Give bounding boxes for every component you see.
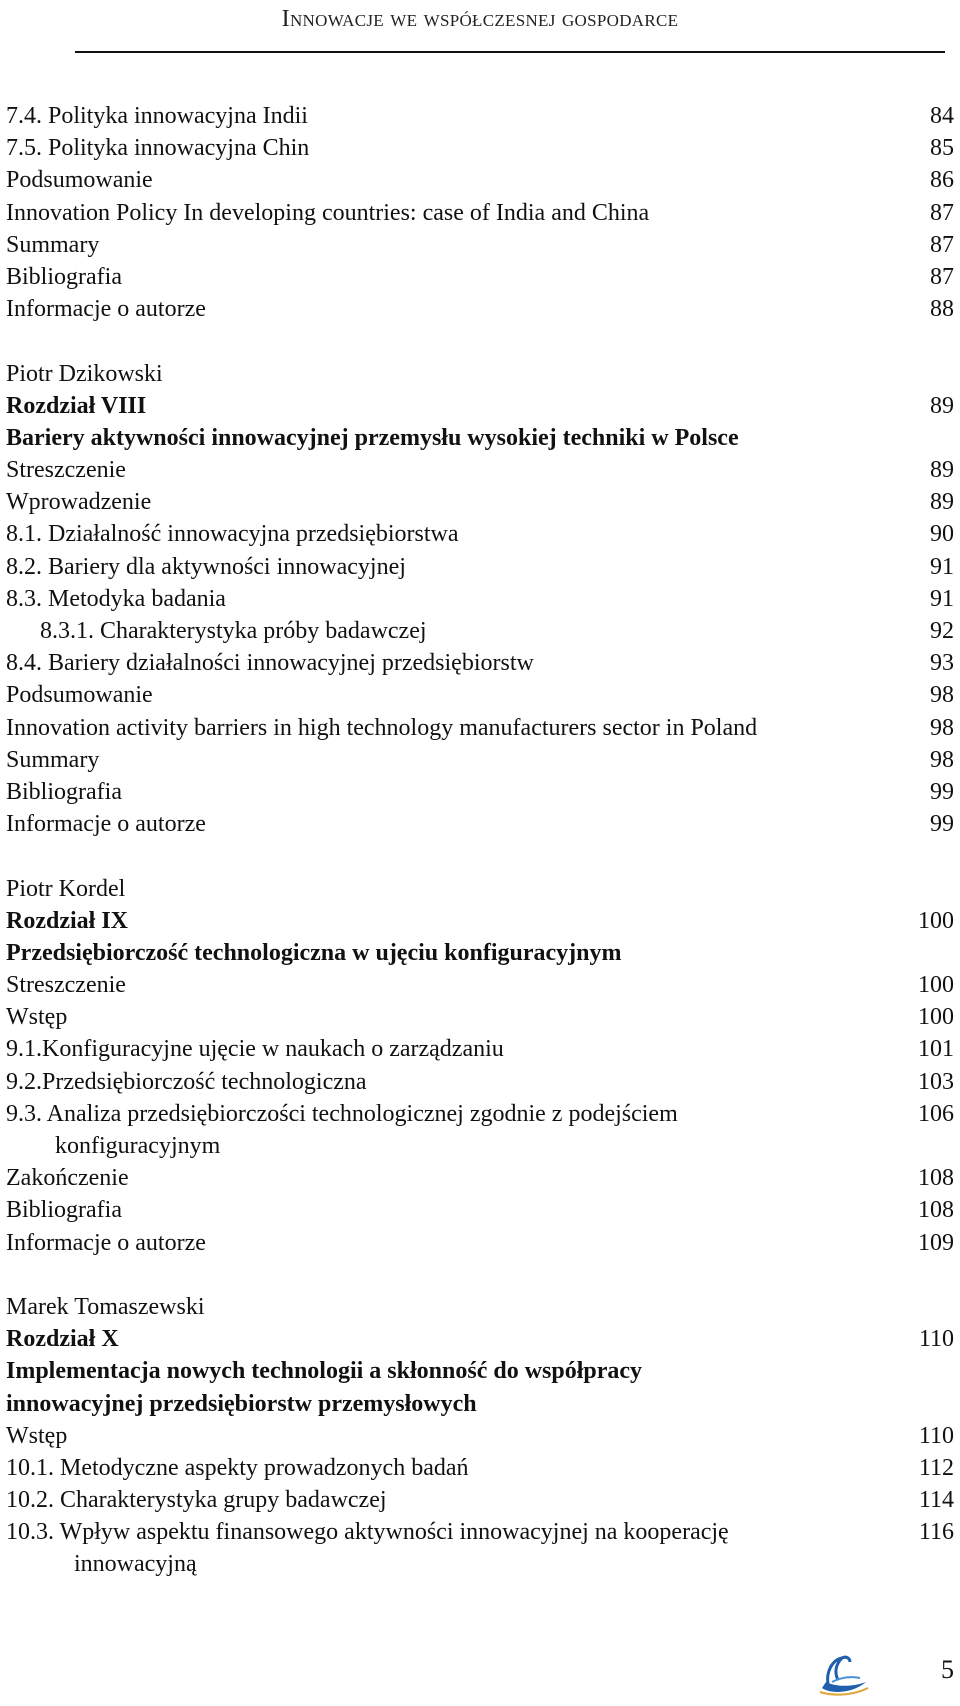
toc-entry-title: 10.2. Charakterystyka grupy badawczej [6,1487,387,1514]
toc-chapter-title [0,1355,960,1387]
toc-entry-title: 9.1.Konfiguracyjne ujęcie w naukach o zarządzaniu [6,1036,504,1063]
toc-entry-page: 89 [930,489,954,516]
toc-entry [0,1001,960,1033]
toc-entry-page: 92 [930,618,954,644]
toc-entry-title: Summary [6,746,100,773]
toc-entry-page: 85 [930,135,954,162]
section-gap [0,325,960,357]
toc-entry [0,293,960,325]
toc-entry-page: 101 [918,1036,954,1063]
toc-entry-continuation [0,1130,960,1162]
toc-entry-page: 91 [930,553,954,580]
toc-entry-title: Bibliografia [6,1197,122,1224]
toc-entry-title: 10.1. Metodyczne aspekty prowadzonych badań [6,1454,469,1481]
toc-entry-page: 86 [930,167,954,194]
running-header-title: Innowacje we współczesnej gospodarce [281,6,679,32]
toc-entry [0,1066,960,1098]
chapter-label: Rozdział IX [6,907,128,934]
toc-entry-title: 8.2. Bariery dla aktywności innowacyjnej [6,553,406,580]
toc-entry-page: 98 [930,746,954,773]
chapter-title: Implementacja nowych technologii a skłonność do współpracy [6,1358,643,1385]
toc-entry-page: 110 [918,1326,954,1353]
swan-logo-icon [812,1652,872,1698]
toc-entry [0,969,960,1001]
toc-entry [0,164,960,196]
toc-entry-page: 100 [918,907,954,934]
toc-entry-page: 88 [930,296,954,323]
toc-entry-title: Bibliografia [6,263,122,290]
page-number: 5 [941,1655,954,1684]
toc-entry-page: 87 [930,263,954,290]
toc-entry-page: 106 [918,1100,954,1127]
toc-entry-page: 108 [918,1165,954,1192]
toc-chapter [0,390,960,422]
toc-entry-title: 8.3.1. Charakterystyka próby badawczej [40,618,427,644]
toc-entry-page: 109 [918,1229,954,1256]
toc-entry [0,1484,960,1516]
toc-entry-title: Informacje o autorze [6,296,206,323]
toc-entry [0,712,960,744]
toc-entry-page: 87 [930,199,954,226]
running-header [0,0,960,54]
toc-chapter-title [0,1388,960,1420]
toc-entry [0,100,960,132]
toc-entry [0,551,960,583]
toc-entry [0,1033,960,1065]
toc-entry-page: 110 [918,1422,954,1449]
toc-entry [0,261,960,293]
toc-entry-continuation [0,1548,960,1580]
toc-entry-title: 9.3. Analiza przedsiębiorczości technologicznej zgodnie z podejściem [6,1100,678,1127]
toc-entry [0,679,960,711]
toc-entry [0,486,960,518]
toc-entry-title: 7.5. Polityka innowacyjna Chin [6,135,310,162]
toc-entry-title: innowacyjną [74,1551,197,1578]
chapter-title: innowacyjnej przedsiębiorstw przemysłowych [6,1390,477,1417]
toc-entry-title: Zakończenie [6,1165,129,1192]
toc-entry-page: 114 [918,1487,954,1514]
toc-entry-title: Summary [6,231,100,258]
toc-entry-page: 90 [930,521,954,548]
toc-entry-page: 112 [918,1454,954,1481]
toc-entry-title: Informacje o autorze [6,1229,206,1256]
author-name: Piotr Dzikowski [6,360,163,387]
toc-entry-title: 10.3. Wpływ aspektu finansowego aktywności innowacyjnej na kooperację [6,1519,729,1546]
header-rule [75,51,945,53]
table-of-contents [0,100,960,1581]
author-name: Piotr Kordel [6,875,126,902]
section-gap [0,840,960,872]
chapter-title: Przedsiębiorczość technologiczna w ujęciu konfiguracyjnym [6,939,622,966]
toc-entry [0,583,960,615]
chapter-label: Rozdział VIII [6,392,147,419]
toc-entry-title: 8.1. Działalność innowacyjna przedsiębiorstwa [6,521,459,548]
toc-entry-page: 99 [930,778,954,805]
toc-entry [0,1162,960,1194]
toc-entry-page: 103 [918,1068,954,1095]
toc-entry-title: 8.3. Metodyka badania [6,585,226,612]
toc-chapter [0,1323,960,1355]
toc-entry-title: 7.4. Polityka innowacyjna Indii [6,103,308,129]
toc-entry-title: Innovation Policy In developing countries: case of India and China [6,199,650,226]
toc-entry-title: konfiguracyjnym [55,1133,221,1159]
toc-entry-title: Informacje o autorze [6,811,206,838]
toc-entry-page: 89 [930,457,954,484]
toc-chapter-title [0,422,960,454]
chapter-label: Rozdział X [6,1326,119,1353]
toc-author [0,358,960,390]
toc-entry-title: Innovation activity barriers in high technology manufacturers sector in Poland [6,714,758,741]
toc-chapter [0,905,960,937]
toc-entry-page: 108 [918,1197,954,1224]
toc-author [0,873,960,905]
toc-entry [0,229,960,261]
toc-entry [0,1516,960,1548]
toc-entry [0,1098,960,1130]
toc-entry-page: 93 [930,650,954,677]
toc-entry-title: Streszczenie [6,972,126,999]
toc-entry-title: Streszczenie [6,457,126,484]
toc-entry-page: 91 [930,585,954,612]
toc-entry-page: 87 [930,231,954,258]
toc-entry-title: Podsumowanie [6,167,153,194]
toc-entry [0,647,960,679]
toc-entry-page: 100 [918,972,954,999]
toc-entry [0,808,960,840]
section-gap [0,1259,960,1291]
toc-entry-page: 98 [930,682,954,709]
toc-entry [0,744,960,776]
toc-entry-title: Wprowadzenie [6,489,152,516]
author-name: Marek Tomaszewski [6,1293,205,1320]
chapter-title: Bariery aktywności innowacyjnej przemysłu wysokiej techniki w Polsce [6,424,739,451]
toc-entry [0,454,960,486]
toc-entry-title: 9.2.Przedsiębiorczość technologiczna [6,1068,367,1095]
toc-entry [0,1452,960,1484]
toc-entry-title: Podsumowanie [6,682,153,709]
toc-entry [0,1227,960,1259]
toc-entry [0,615,960,647]
toc-entry [0,1420,960,1452]
toc-entry-title: Wstęp [6,1004,68,1031]
toc-entry-page: 99 [930,811,954,838]
toc-entry-page: 116 [918,1519,954,1546]
toc-entry [0,132,960,164]
toc-entry-page: 89 [930,392,954,419]
toc-entry-title: 8.4. Bariery działalności innowacyjnej przedsiębiorstw [6,650,534,677]
toc-entry [0,197,960,229]
toc-chapter-title [0,937,960,969]
toc-entry-title: Wstęp [6,1422,68,1449]
toc-author [0,1291,960,1323]
toc-entry [0,518,960,550]
toc-entry-title: Bibliografia [6,778,122,805]
toc-entry-page: 84 [930,103,954,129]
toc-entry [0,1194,960,1226]
toc-entry-page: 100 [918,1004,954,1031]
toc-entry-page: 98 [930,714,954,741]
toc-entry [0,776,960,808]
